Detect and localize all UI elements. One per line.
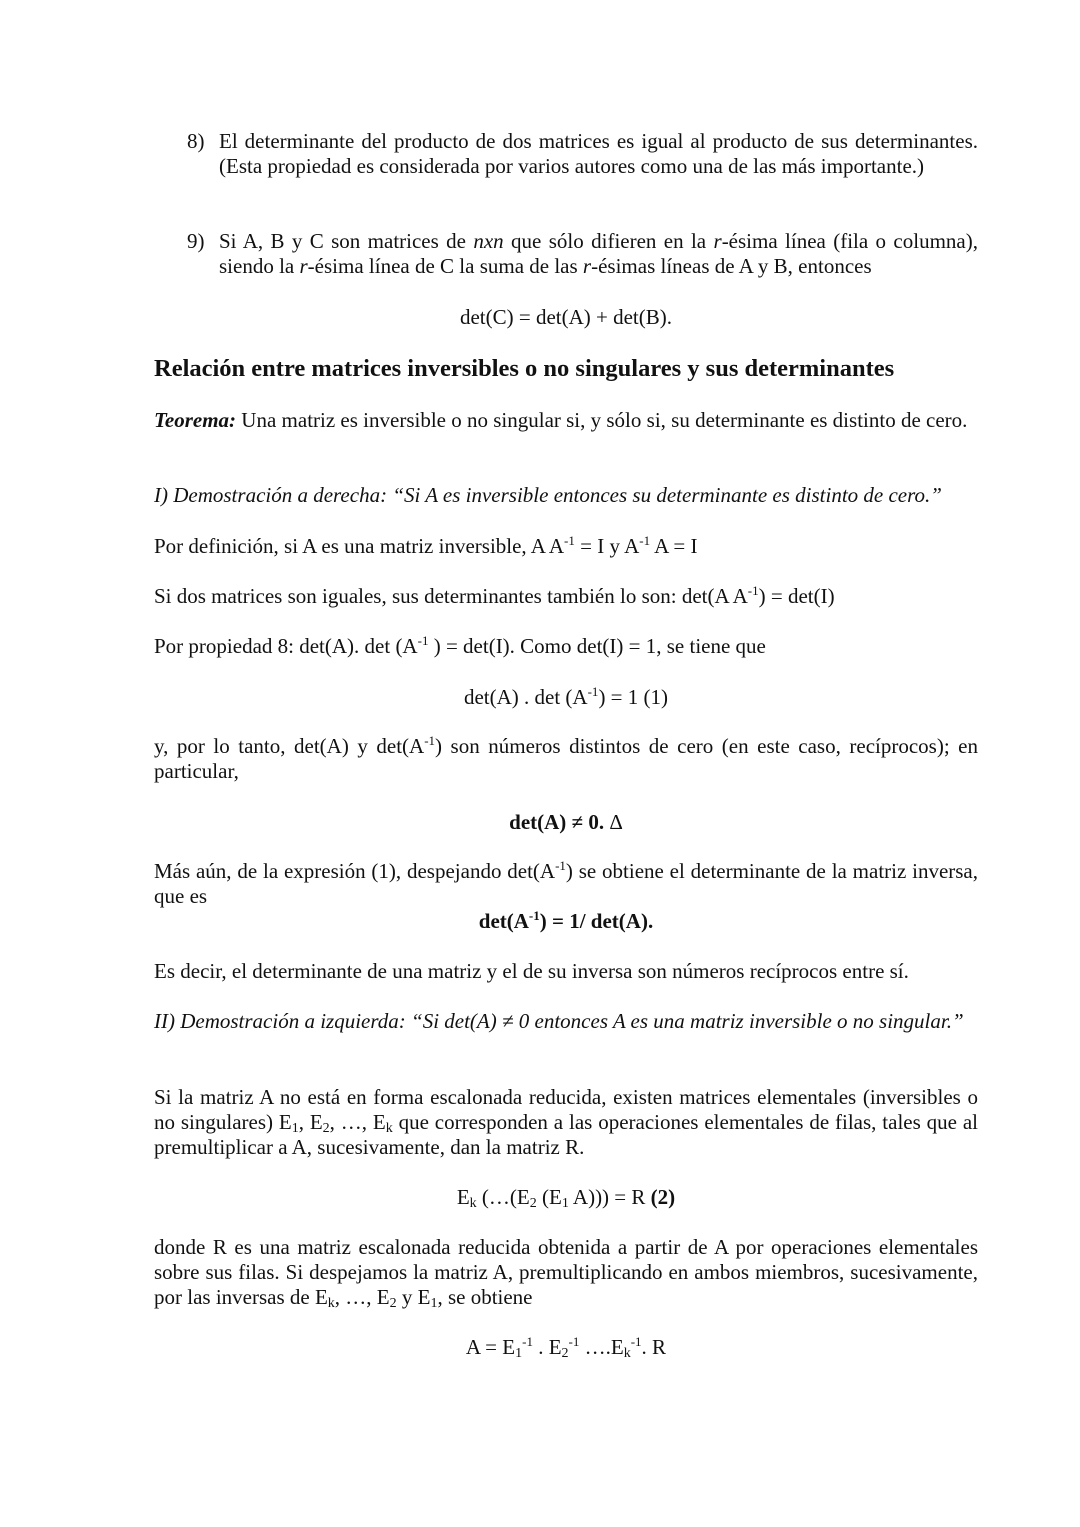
equation-det-nonzero: det(A) ≠ 0. Δ <box>509 810 623 834</box>
equation-inverse-det: $\det(A^{-1}) = 1/$ det(A). <box>478 908 654 933</box>
demo-2-heading: II) Demostración a izquierda: “Si det(A) ≠ 0 entonces A es una matriz inversible o no singular.” <box>154 1009 964 1033</box>
demo-1-paragraph-1: y, por lo tanto, det(A) y $\det(A^{-1})$ son números distintos de cero (en este caso, recíprocos); en particular, <box>154 733 978 783</box>
item-8-text: El determinante del producto de dos matrices es igual al producto de sus determinantes. (Esta propiedad es considerada por varios autores como una de las más importante.) <box>219 129 978 178</box>
item-9-number: 9) <box>187 229 205 253</box>
demo-1-line-3: Por propiedad 8: det(A). $\det (A^{-1}$ ) = det(I). Como det(I) = 1, se tiene que <box>154 633 766 658</box>
demo-2-paragraph-1: Si la matriz A no está en forma escalonada reducida, existen matrices elementales (inversibles o no singulares) $E_1$, $E_2$, …, $E_k$ que corresponden a las operaciones elementales de filas, tales que al premultiplicar a A, sucesivamente, dan la matriz R. <box>154 1085 978 1159</box>
equation-2: $E_k$ ($\dots(E_2$ ($E_1$ A))) = R (2) <box>456 1185 676 1211</box>
theorem-paragraph: Teorema: Una matriz es inversible o no singular si, y sólo si, su determinante es distinto de cero. <box>154 408 968 432</box>
section-title: Relación entre matrices inversibles o no singulares y sus determinantes <box>154 355 895 382</box>
demo-1-heading: I) Demostración a derecha: “Si A es inversible entonces su determinante es distinto de cero.” <box>154 483 942 507</box>
equation-2-label: (2) <box>650 1185 676 1209</box>
item-9-text: Si A, B y C son matrices de nxn que sólo difieren en la r-ésima línea (fila o columna), siendo la r-ésima línea de C la suma de las r-ésimas líneas de A y B, entonces <box>219 229 978 278</box>
demo-1-paragraph-2: Más aún, de la expresión (1), despejando $\det(A^{-1})$ se obtiene el determinante de la matriz inversa, que es <box>154 858 979 908</box>
demo-1-line-2: Si dos matrices son iguales, sus determinantes también lo son: det(A $A^{-1}) = \det(I)$ <box>154 583 835 608</box>
final-equation: $A = E_1^{-1}$ . $E_2^{-1}$ $\dots.E_k^{-1}$. R <box>465 1334 667 1361</box>
theorem-label: Teorema: <box>154 408 237 432</box>
demo-2-paragraph-2: donde R es una matriz escalonada reducida obtenida a partir de A por operaciones elementales sobre sus filas. Si despejamos la matriz A, premultiplicando en ambos miembros, sucesivamente, por las inversas de $E_k$, …, $E_2$ y $E_1$, se obtiene <box>154 1235 978 1311</box>
equation-1: det(A) . $\det (A^{-1}) = 1$ (1) <box>463 684 669 709</box>
item-8-number: 8) <box>187 129 205 153</box>
demo-1-conclusion: Es decir, el determinante de una matriz y el de su inversa son números recíprocos entre sí. <box>154 959 909 983</box>
item-9-formula: det(C) = det(A) + det(B). <box>459 305 673 329</box>
demo-1-line-1: Por definición, si A es una matriz inversible, A $A^{-1} = I$ y $A^{-1}$ A = I <box>154 533 698 558</box>
